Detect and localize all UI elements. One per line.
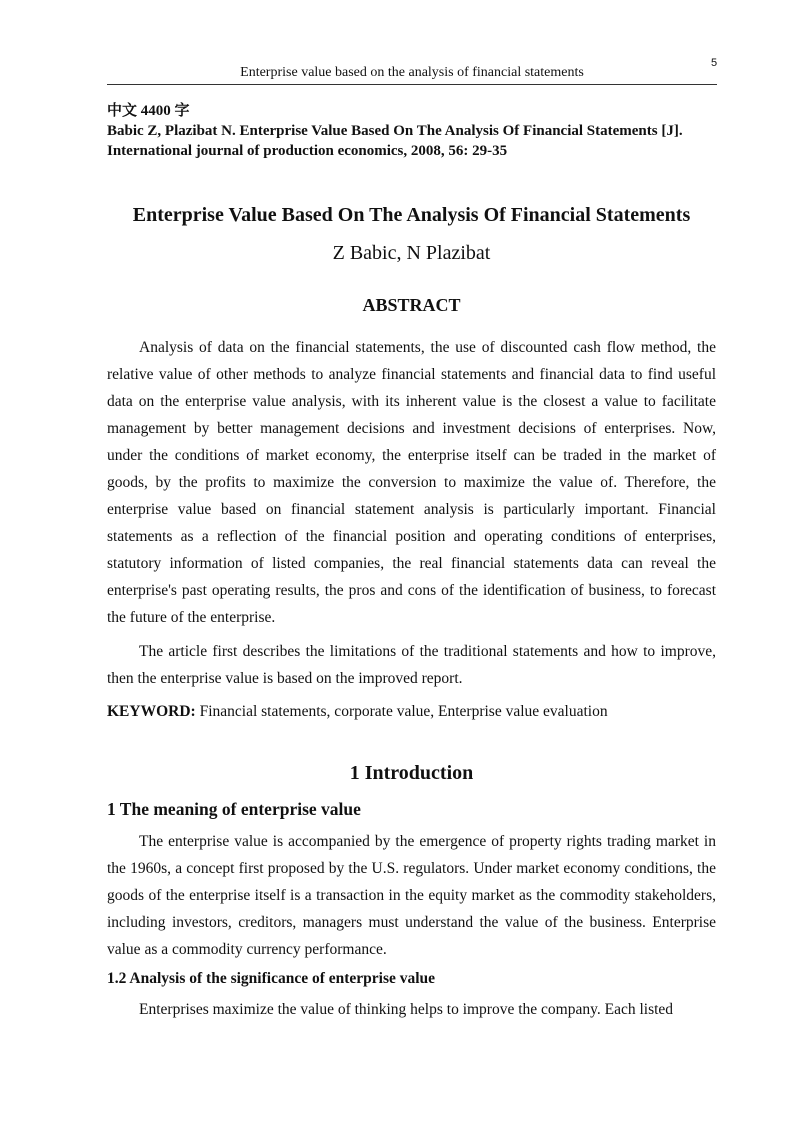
- subsection-heading: 1.2 Analysis of the significance of enterprise value: [107, 970, 436, 987]
- subsection-heading: 1 The meaning of enterprise value: [107, 799, 361, 819]
- abstract-paragraph: The article first describes the limitations of the traditional statements and how to improve, then the enterprise value is based on the improved report.: [107, 643, 716, 687]
- running-header: Enterprise value based on the analysis of financial statements: [240, 65, 584, 80]
- abstract-paragraph: Analysis of data on the financial statements, the use of discounted cash flow method, the relative value of other methods to analyze financial statements and financial data to find useful data on the enterprise value analysis, with its inherent value is the closest a value to facilitate management by better management decisions and investment decisions of enterprises. Now, under the conditions of market economy, the enterprise itself can be traded in the market of goods, by the profits to maximize the conversion to maximize the value of. Therefore, the enterprise value based on financial statement analysis is particularly important. Financial statements as a reflection of the financial position and operating conditions of enterprises, statutory information of listed companies, the real financial statements data can reveal the enterprise's past operating results, the pros and cons of the identification of business, to forecast the future of the enterprise.: [107, 339, 716, 626]
- page-body: [107, 101, 716, 1023]
- section-heading: 1 Introduction: [349, 762, 474, 784]
- paper-title: Enterprise Value Based On The Analysis Of Financial Statements: [132, 204, 691, 226]
- section-paragraph: Enterprises maximize the value of thinking helps to improve the company. Each listed: [139, 1001, 674, 1018]
- header-rule: [107, 84, 717, 85]
- citation: Babic Z, Plazibat N. Enterprise Value Based On The Analysis Of Financial Statements [J]. International journal of production economics, 2008, 56: 29-35: [107, 123, 683, 159]
- keyword-list: Financial statements, corporate value, Enterprise value evaluation: [195, 703, 608, 720]
- keywords: [107, 701, 716, 723]
- authors: Z Babic, N Plazibat: [332, 242, 491, 264]
- word-count: 中文 4400 字: [107, 103, 190, 119]
- page-number: 5: [710, 57, 718, 69]
- section-paragraph: The enterprise value is accompanied by the emergence of property rights trading market in the 1960s, a concept first proposed by the U.S. regulators. Under market economy conditions, the goods of the enterprise itself is a transaction in the equity market as the commodity stakeholders, including investors, creditors, managers must understand the value of the business. Enterprise value as a commodity currency performance.: [107, 833, 716, 958]
- keyword-label: KEYWORD:: [107, 703, 196, 720]
- abstract-heading: ABSTRACT: [362, 295, 461, 315]
